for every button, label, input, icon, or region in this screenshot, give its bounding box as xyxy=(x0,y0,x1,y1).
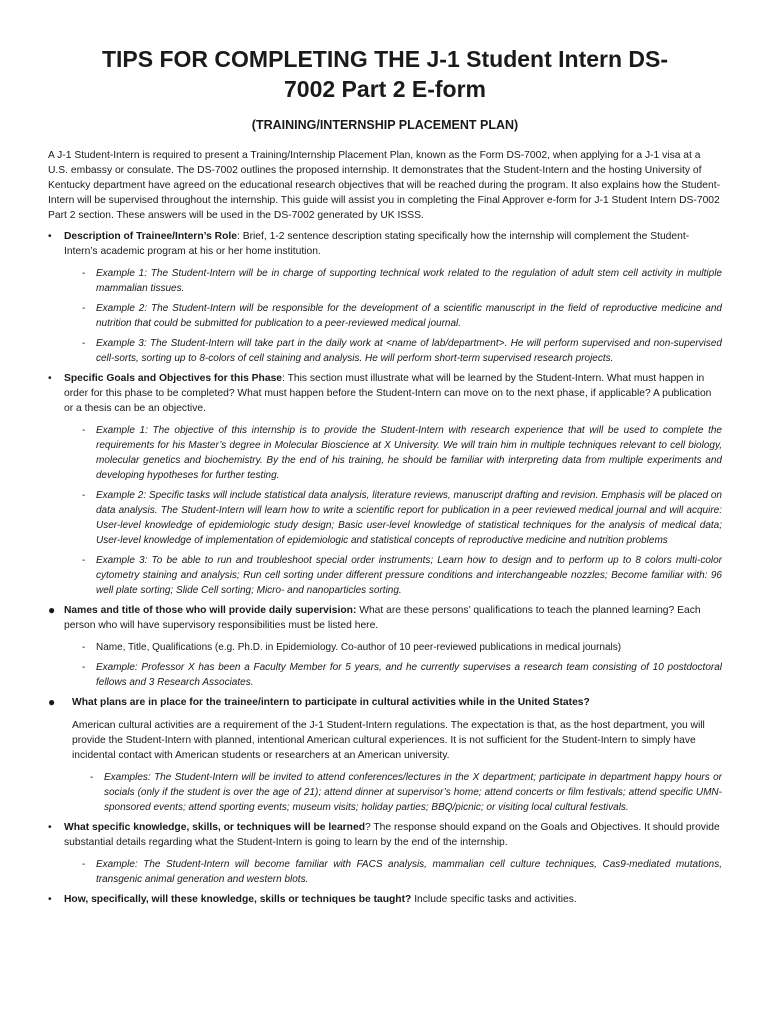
example-list xyxy=(64,640,722,690)
example-item: - Name, Title, Qualifications (e.g. Ph.D. in Epidemiology. Co-author of 10 peer-reviewed publications in medical journals) xyxy=(82,642,622,653)
page-subtitle: (TRAINING/INTERNSHIP PLACEMENT PLAN) xyxy=(251,118,519,132)
bullet-icon: • xyxy=(48,894,52,905)
section-label: What plans are in place for the trainee/intern to participate in cultural activities while in the United States? xyxy=(72,697,590,708)
section-text: American cultural activities are a requirement of the J-1 Student-Intern regulations. The expectation is that, as the host department, you will provide the Student-Intern with planned, intentional American cultural experiences. It is not sufficient for the Student-Intern to simply have incidental contact with American students or researchers at an American university. xyxy=(72,720,705,761)
intro-paragraph: A J-1 Student-Intern is required to present a Training/Internship Placement Plan, known as the Form DS-7002, when applying for a J-1 visa at a U.S. embassy or consulate. The DS-7002 outlines the proposed internship. It demonstrates that the Student-Intern and the hosting University of Kentucky department have agreed on the educational research objectives that will be reached during the program. It also explains how the Student-Intern will be supervised throughout the internship. This guide will assist you in completing the Final Approver e-form for J-1 Student Intern DS-7002 Part 2 section. These answers will be used in the DS-7002 generated by UK ISSS. xyxy=(48,150,720,221)
example-item: - Example 1: The objective of this internship is to provide the Student-Intern with research experience that will be used to complete the requirements for his Master’s degree in Molecular Bioscience at X University. We will train him in multiple techniques relevant to cell biology, molecular genetics and biochemistry. By the end of his training, he should be familiar with interpreting data from multiple experiments and developing hypotheses for further testing. xyxy=(82,425,722,481)
example-item: - Examples: The Student-Intern will be invited to attend conferences/lectures in the X department; participate in department happy hours or socials (only if the student is over the age of 21); attend dinner at supervisor’s home; attend concerts or film festivals; attend specific UMN-sponsored events; attend sporting events; museum visits; holiday parties; BBQ/picnic; or visiting local cultural festivals. xyxy=(90,772,722,813)
section-knowledge xyxy=(48,820,722,887)
section-taught xyxy=(48,892,722,907)
example-item: - Example 3: To be able to run and troubleshoot special order instruments; Learn how to design and to perform up to 8 colors multi-color cytometry staining and analysis; Run cell sorting under different pressure conditions and interchangeable nozzles; Become familiar with: 96 well plate sorting; Slide Cell sorting; Micro- and nanoparticles sorting. xyxy=(82,555,722,596)
section-label: How, specifically, will these knowledge, skills or techniques be taught? xyxy=(64,894,412,905)
example-list xyxy=(64,857,722,887)
example-list xyxy=(72,770,722,815)
section-cultural xyxy=(48,695,722,815)
section-label: Names and title of those who will provide daily supervision: xyxy=(64,605,357,616)
page-title: TIPS FOR COMPLETING THE J-1 Student Intern DS-7002 Part 2 E-form xyxy=(101,46,669,102)
section-text: What are these persons’ qualifications to teach the planned learning? Each person who will have supervisory responsibilities must be listed here. xyxy=(64,605,701,631)
bullet-icon: • xyxy=(48,822,52,833)
section-label: Description of Trainee/Intern’s Role xyxy=(64,231,237,242)
bullet-icon: • xyxy=(48,373,52,384)
bullet-icon: ● xyxy=(48,603,56,617)
example-item: - Example 2: Specific tasks will include statistical data analysis, literature reviews, manuscript drafting and revision. Emphasis will be placed on data analysis. The Student-Intern will learn how to write a scientific report for publication in a peer reviewed medical journal and will acquire: User-level knowledge of epidemiologic study design; Basic user-level knowledge of statistical techniques for the analysis of medical data; User-level knowledge of implementation of epidemiologic and statistical concepts of reproductive medicine and nutrition problems xyxy=(82,490,722,546)
example-list xyxy=(64,266,722,366)
example-item: - Example: The Student-Intern will become familiar with FACS analysis, mammalian cell culture techniques, Cas9-mediated mutations, transgenic animal generation and western blots. xyxy=(82,859,722,885)
section-label: Specific Goals and Objectives for this Phase xyxy=(64,373,283,384)
section-label: What specific knowledge, skills, or techniques will be learned xyxy=(64,822,365,833)
bullet-icon: • xyxy=(48,231,52,242)
example-item: - Example 3: The Student-Intern will take part in the daily work at <name of lab/department>. He will perform supervised and non-supervised cell-sorts, sorting up to 8-colors of cell staining and analysis. He will perform short-term supervised research projects. xyxy=(82,338,722,364)
bullet-icon: ● xyxy=(48,695,56,709)
section-list xyxy=(48,229,722,907)
example-item: - Example: Professor X has been a Faculty Member for 5 years, and he currently supervises a research team consisting of 10 postdoctoral fellows and 3 Research Associates. xyxy=(82,662,722,688)
section-description xyxy=(48,229,722,366)
section-supervision xyxy=(48,603,722,690)
section-text: : Brief, 1-2 sentence description stating specifically how the internship will complement the Student-Intern’s academic program at his or her home institution. xyxy=(64,231,690,257)
section-goals xyxy=(48,371,722,598)
section-text: : This section must illustrate what will be learned by the Student-Intern. What must happen in order for this phase to be completed? What must happen before the Student-Intern can move on to the next phase, if applicable? A publication or a thesis can be an objective. xyxy=(64,373,712,414)
example-item: - Example 1: The Student-Intern will be in charge of supporting technical work related to the regulation of adult stem cell activity in multiple mammalian tissues. xyxy=(82,268,722,294)
example-item: - Example 2: The Student-Intern will be responsible for the development of a scientific manuscript in the field of reproductive medicine and nutrition that could be submitted for publication to a peer-reviewed medical journal. xyxy=(82,303,722,329)
section-text: ? The response should expand on the Goals and Objectives. It should provide substantial details regarding what the Student-Intern is going to learn by the end of the internship. xyxy=(64,822,720,848)
section-text: Include specific tasks and activities. xyxy=(411,894,577,905)
example-list xyxy=(64,423,722,598)
